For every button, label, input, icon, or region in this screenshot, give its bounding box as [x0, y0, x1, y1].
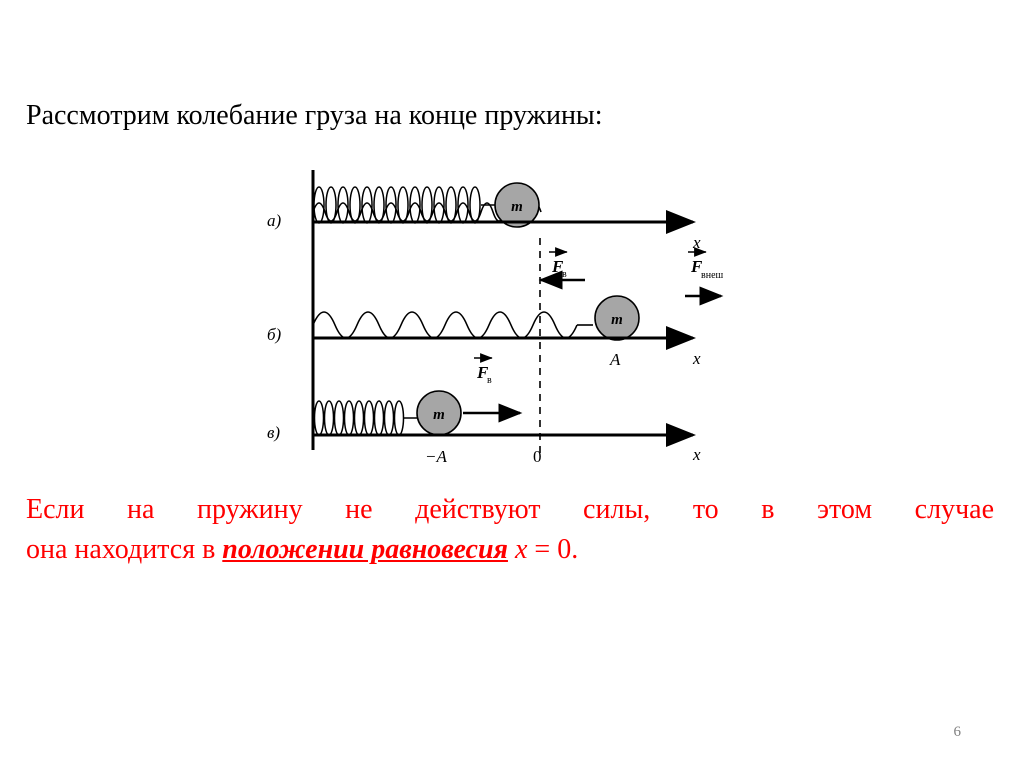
force-label-c: [474, 358, 492, 386]
svg-text:F: F: [477, 363, 489, 382]
mass-label-b: m: [611, 312, 623, 328]
page-title: Рассмотрим колебание груза на конце пружины:: [26, 100, 603, 131]
paragraph-line-2-suffix: = 0.: [527, 533, 579, 565]
mass-label-c: m: [433, 407, 445, 423]
svg-text:F: F: [691, 257, 703, 276]
page-number: 6: [953, 724, 961, 740]
position-label-c: −A: [425, 447, 447, 466]
force-label-b: [549, 252, 567, 280]
paragraph-line-1: Если на пружину не действуют силы, то в этом случае: [26, 494, 994, 525]
axis-label-b: x: [693, 349, 701, 368]
svg-text:внеш: внеш: [701, 270, 724, 281]
row-label-b: б): [267, 325, 282, 344]
spring-c: [313, 401, 417, 435]
row-label-a: а): [267, 211, 282, 230]
svg-text:в: в: [562, 269, 567, 280]
paragraph-line-2-prefix: она находится в: [26, 533, 223, 565]
axis-label-a: x: [693, 233, 701, 252]
paragraph-line-2: [26, 530, 1001, 570]
axis-label-c: x: [693, 445, 701, 464]
spring-mass-oscillation-diagram: [255, 160, 795, 480]
position-label-b: A: [610, 350, 621, 369]
body-paragraph: [26, 490, 1001, 570]
mass-label-a: m: [511, 199, 523, 215]
external-force-label-b: [688, 252, 724, 281]
row-label-c: в): [267, 423, 281, 442]
svg-text:F: F: [552, 257, 564, 276]
paragraph-emphasis: положении равновесия: [222, 533, 508, 565]
paragraph-variable: x: [514, 533, 528, 565]
origin-label: 0: [533, 447, 542, 466]
svg-text:в: в: [487, 375, 492, 386]
